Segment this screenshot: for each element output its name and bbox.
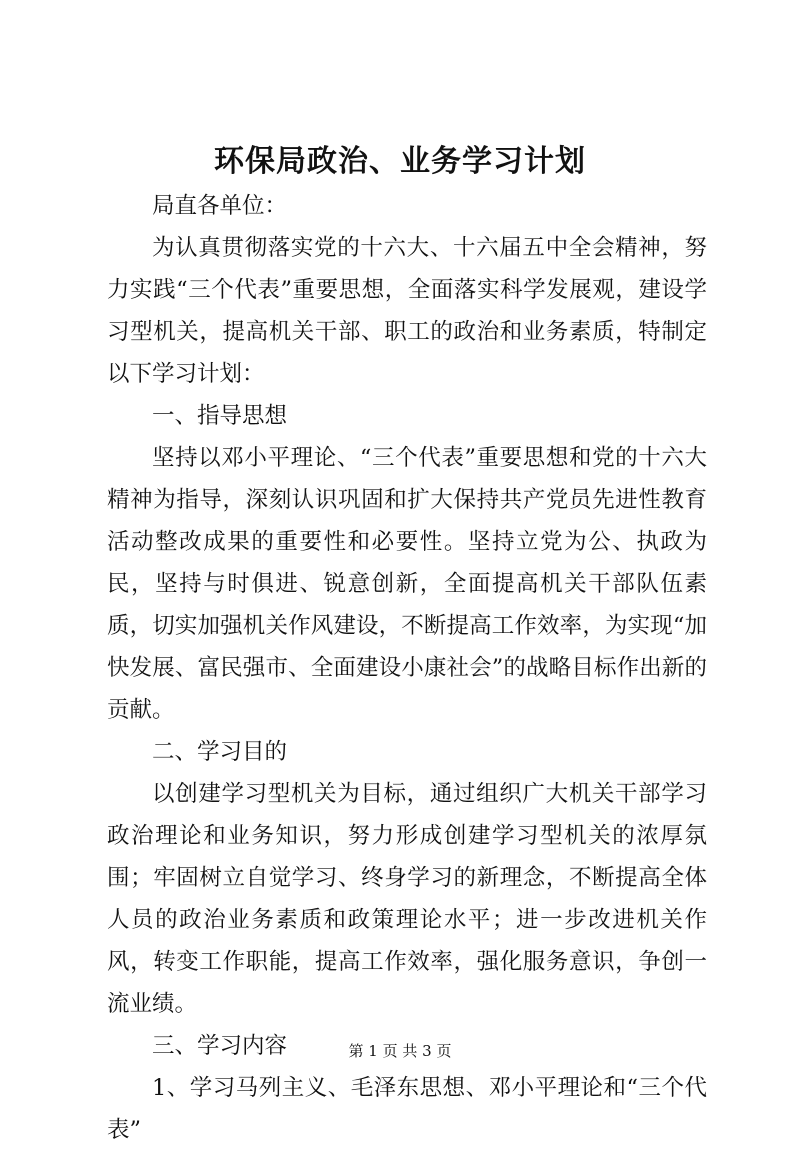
document-title: 环保局政治、业务学习计划 (214, 144, 586, 179)
guiding-ideology-paragraph: 坚持以邓小平理论、“三个代表”重要思想和党的十六大精神为指导，深刻认识巩固和扩大保持共产党员先进性教育活动整改成果的重要性和必要性。坚持立党为公、执政为民，坚持与时俱进、锐意创新，全面提高机关干部队伍素质，切实加强机关作风建设，不断提高工作效率，为实现“加快发展、富民强市、全面建设小康社会”的战略目标作出新的贡献。 (107, 445, 707, 723)
study-purpose-paragraph: 以创建学习型机关为目标，通过组织广大机关干部学习政治理论和业务知识，努力形成创建学习型机关的浓厚氛围；牢固树立自觉学习、终身学习的新理念，不断提高全体人员的政治业务素质和政策理论水平；进一步改进机关作风，转变工作职能，提高工作效率，强化服务意识，争创一流业绩。 (107, 781, 707, 1017)
page-number-footer: 第 1 页 共 3 页 (348, 1042, 452, 1060)
section-heading-study-purpose: 二、学习目的 (152, 739, 288, 765)
section-heading-guiding-ideology: 一、指导思想 (152, 403, 288, 429)
salutation-paragraph: 局直各单位： (152, 193, 288, 219)
study-content-item-1: 1、学习马列主义、毛泽东思想、邓小平理论和“三个代表” (107, 1075, 707, 1143)
document-body (107, 185, 707, 1151)
section-heading-study-content: 三、学习内容 (152, 1033, 288, 1059)
intro-paragraph: 为认真贯彻落实党的十六大、十六届五中全会精神，努力实践“三个代表”重要思想，全面落实科学发展观，建设学习型机关，提高机关干部、职工的政治和业务素质，特制定以下学习计划： (107, 235, 707, 387)
